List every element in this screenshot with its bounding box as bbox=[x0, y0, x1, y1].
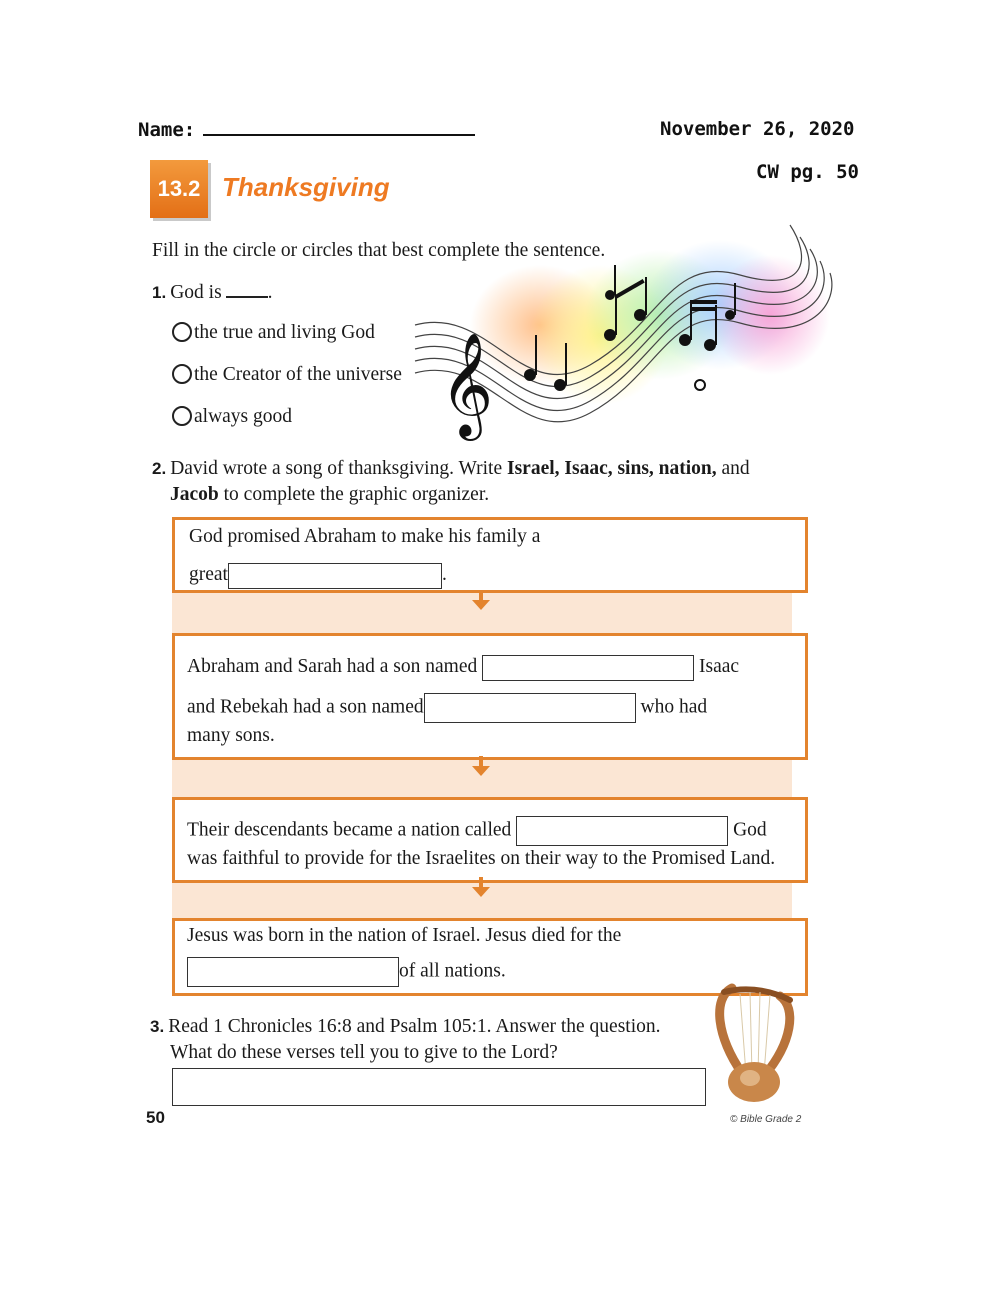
q1-option-1[interactable] bbox=[172, 322, 375, 344]
box1-answer-input[interactable] bbox=[228, 563, 442, 589]
q2-text-b: to complete the graphic organizer. bbox=[218, 484, 490, 505]
name-line[interactable] bbox=[203, 118, 475, 136]
radio-circle[interactable] bbox=[172, 406, 192, 426]
q3-line2: What do these verses tell you to give to the Lord? bbox=[170, 1042, 558, 1063]
q1-number: 1. bbox=[152, 283, 167, 302]
box1-post: . bbox=[441, 564, 447, 585]
q1-text: God is bbox=[170, 282, 222, 303]
organizer-box-3 bbox=[172, 797, 808, 883]
q1-period: . bbox=[267, 282, 273, 303]
instructions: Fill in the circle or circles that best complete the sentence. bbox=[152, 240, 606, 261]
arrow-down-icon bbox=[472, 600, 490, 610]
radio-circle[interactable] bbox=[172, 364, 192, 384]
box2-post1: Isaac bbox=[698, 656, 740, 677]
page-number: 50 bbox=[146, 1108, 165, 1127]
box2-answer-input-1[interactable] bbox=[482, 655, 694, 681]
box3-post1: God bbox=[733, 819, 767, 841]
option-label: the true and living God bbox=[194, 322, 375, 343]
organizer-box-1 bbox=[172, 517, 808, 593]
box3-pre1: Their descendants became a nation called bbox=[187, 819, 512, 841]
q1-option-3[interactable] bbox=[172, 406, 292, 428]
q2-number: 2. bbox=[152, 459, 167, 478]
box2-post2: who had bbox=[640, 696, 708, 717]
q2-text-and: and bbox=[716, 458, 750, 479]
lesson-title: Thanksgiving bbox=[222, 172, 390, 202]
q3-answer-input[interactable] bbox=[172, 1068, 706, 1106]
option-label: always good bbox=[194, 406, 293, 427]
name-row bbox=[138, 118, 475, 141]
lesson-badge: 13.2 bbox=[150, 160, 208, 218]
date-text: November 26, 2020 bbox=[660, 118, 855, 140]
arrow-down-icon bbox=[472, 887, 490, 897]
lyre-illustration bbox=[702, 978, 802, 1108]
page-ref: CW pg. 50 bbox=[756, 161, 859, 183]
q3-line1: Read 1 Chronicles 16:8 and Psalm 105:1. Answer the question. bbox=[168, 1016, 661, 1037]
organizer-box-2 bbox=[172, 633, 808, 760]
box1-pre: great bbox=[189, 564, 228, 585]
box3-answer-input[interactable] bbox=[516, 816, 728, 846]
box2-pre1: Abraham and Sarah had a son named bbox=[187, 656, 478, 677]
box4-answer-input[interactable] bbox=[187, 957, 399, 987]
q3-number: 3. bbox=[150, 1017, 165, 1036]
svg-text:𝄞: 𝄞 bbox=[440, 332, 494, 437]
q1-blank bbox=[226, 296, 268, 298]
arrow-down-icon bbox=[472, 766, 490, 776]
q1-option-2[interactable] bbox=[172, 364, 402, 386]
box4-post: of all nations. bbox=[399, 960, 506, 982]
music-notes-illustration bbox=[410, 215, 840, 445]
q2-prompt bbox=[152, 456, 750, 508]
name-label: Name: bbox=[138, 119, 196, 141]
q2-word-last: Jacob bbox=[170, 484, 219, 505]
box4-line1: Jesus was born in the nation of Israel. Jesus died for the bbox=[187, 925, 622, 946]
q3-prompt bbox=[150, 1014, 661, 1066]
box1-line1: God promised Abraham to make his family a bbox=[189, 526, 541, 547]
box2-pre2: and Rebekah had a son named bbox=[187, 696, 424, 717]
q1-prompt bbox=[152, 282, 273, 304]
radio-circle[interactable] bbox=[172, 322, 192, 342]
box2-answer-input-2[interactable] bbox=[424, 693, 636, 723]
option-label: the Creator of the universe bbox=[194, 364, 402, 385]
q2-text-a: David wrote a song of thanksgiving. Write bbox=[170, 458, 507, 479]
box3-line2: was faithful to provide for the Israelites on their way to the Promised Land. bbox=[187, 848, 776, 869]
copyright: © Bible Grade 2 bbox=[730, 1114, 802, 1125]
box2-line3: many sons. bbox=[187, 724, 275, 746]
q2-words: Israel, Isaac, sins, nation, bbox=[506, 458, 717, 479]
